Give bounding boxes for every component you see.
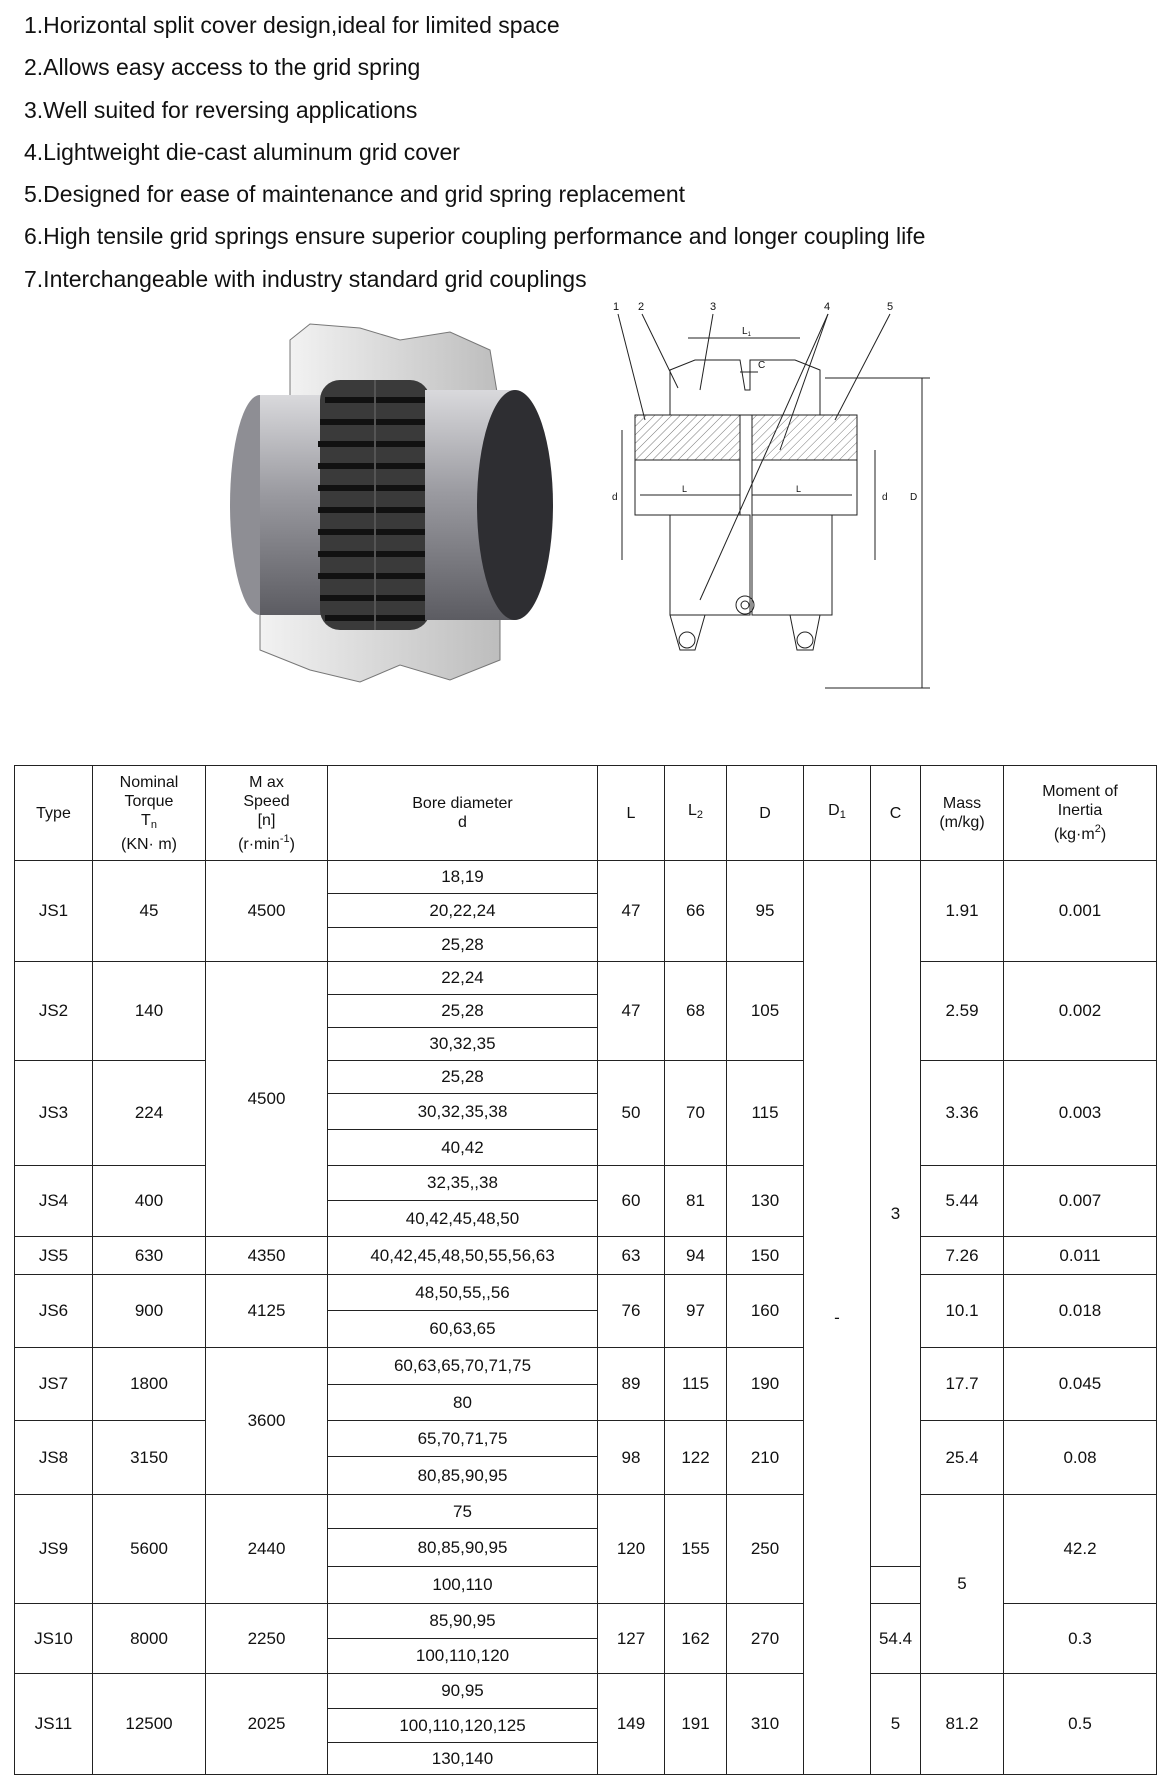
cell-speed: 2025 — [206, 1674, 328, 1775]
dim-L-right: L — [796, 484, 802, 494]
cell-L2: 70 — [665, 1061, 727, 1166]
cell-bore: 20,22,24 — [328, 894, 598, 928]
cell-D: 160 — [727, 1275, 804, 1348]
feature-item: 2.Allows easy access to the grid spring — [24, 54, 421, 81]
cell-bore: 32,35,,38 — [328, 1166, 598, 1201]
cell-mass: 2.59 — [921, 962, 1004, 1061]
cell-mass: 54.4 — [871, 1604, 921, 1674]
cell-bore: 80 — [328, 1385, 598, 1421]
cell-mass: 7.26 — [921, 1237, 1004, 1275]
cell-torque: 630 — [93, 1237, 206, 1275]
cell-bore: 25,28 — [328, 995, 598, 1028]
cell-bore: 80,85,90,95 — [328, 1529, 598, 1567]
feature-item: 3.Well suited for reversing applications — [24, 96, 418, 123]
col-C: C — [871, 766, 921, 861]
cell-inertia: 0.045 — [1004, 1348, 1157, 1421]
cell-mass: 1.91 — [921, 861, 1004, 962]
cell-speed: 3600 — [206, 1348, 328, 1495]
cell-mass: 42.2 — [1004, 1495, 1157, 1604]
table-row — [15, 1061, 1157, 1094]
cell-L: 60 — [598, 1166, 665, 1237]
cell-L: 50 — [598, 1061, 665, 1166]
cell-inertia: 0.001 — [1004, 861, 1157, 962]
cell-D1: - — [804, 861, 871, 1775]
cell-bore: 30,32,35 — [328, 1028, 598, 1061]
cell-mass: 17.7 — [921, 1348, 1004, 1421]
cell-torque: 12500 — [93, 1674, 206, 1775]
cell-torque: 900 — [93, 1275, 206, 1348]
cell-bore: 48,50,55,,56 — [328, 1275, 598, 1311]
cell-bore: 40,42 — [328, 1130, 598, 1166]
cell-L2: 94 — [665, 1237, 727, 1275]
cell-C: 3 — [871, 861, 921, 1567]
cell-mass: 81.2 — [921, 1674, 1004, 1775]
dim-C: C — [758, 360, 766, 371]
dim-d-right: d — [882, 492, 888, 503]
col-type: Type — [15, 766, 93, 861]
cell-torque: 140 — [93, 962, 206, 1061]
cell-L2: 97 — [665, 1275, 727, 1348]
cell-D: 190 — [727, 1348, 804, 1421]
cell-inertia: 0.018 — [1004, 1275, 1157, 1348]
cell-D: 210 — [727, 1421, 804, 1495]
table-row — [15, 1237, 1157, 1275]
col-mass: Mass (m/kg) — [921, 766, 1004, 861]
col-speed: M ax Speed [n] $(r\cdot\min^{-1})$ — [206, 766, 328, 861]
cell-L: 149 — [598, 1674, 665, 1775]
cell-L2: 81 — [665, 1166, 727, 1237]
cell-L2: 115 — [665, 1348, 727, 1421]
table-row — [15, 1495, 1157, 1529]
col-inertia: Moment of Inertia $(kg\cdot m^2)$ — [1004, 766, 1157, 861]
cell-bore: 75 — [328, 1495, 598, 1529]
cell-D: 105 — [727, 962, 804, 1061]
cell-type: JS11 — [15, 1674, 93, 1775]
callout-4: 4 — [824, 301, 831, 313]
table-row — [15, 1421, 1157, 1457]
cell-type: JS6 — [15, 1275, 93, 1348]
cell-inertia: 0.003 — [1004, 1061, 1157, 1166]
cell-bore: 60,63,65,70,71,75 — [328, 1348, 598, 1385]
cell-type: JS10 — [15, 1604, 93, 1674]
cell-mass: 25.4 — [921, 1421, 1004, 1495]
cell-mass: 3.36 — [921, 1061, 1004, 1166]
callout-2: 2 — [638, 301, 645, 313]
cell-L2: 191 — [665, 1674, 727, 1775]
cell-D: 250 — [727, 1495, 804, 1604]
callout-3: 3 — [710, 301, 717, 313]
cell-type: JS7 — [15, 1348, 93, 1421]
col-D1: $D_1$ — [804, 766, 871, 861]
col-L2: $L_2$ — [665, 766, 727, 861]
cell-D: 130 — [727, 1166, 804, 1237]
cell-torque: 8000 — [93, 1604, 206, 1674]
cell-L: 63 — [598, 1237, 665, 1275]
cell-type: JS2 — [15, 962, 93, 1061]
cell-type: JS3 — [15, 1061, 93, 1166]
cell-type: JS4 — [15, 1166, 93, 1237]
cell-inertia: 0.08 — [1004, 1421, 1157, 1495]
cell-bore: 18,19 — [328, 861, 598, 894]
cell-bore: 40,42,45,48,50,55,56,63 — [328, 1237, 598, 1275]
feature-item: 6.High tensile grid springs ensure superior coupling performance and longer coupling life — [24, 223, 926, 250]
cell-L2: 68 — [665, 962, 727, 1061]
callout-5: 5 — [887, 301, 894, 313]
cell-torque: 45 — [93, 861, 206, 962]
cell-inertia: 0.3 — [1004, 1604, 1157, 1674]
col-L: L — [598, 766, 665, 861]
table-row — [15, 1275, 1157, 1311]
cell-type: JS8 — [15, 1421, 93, 1495]
cell-inertia: 0.007 — [1004, 1166, 1157, 1237]
feature-item: 4.Lightweight die-cast aluminum grid cover — [24, 138, 460, 165]
cell-L: 76 — [598, 1275, 665, 1348]
cell-L: 47 — [598, 962, 665, 1061]
col-D: D — [727, 766, 804, 861]
cell-type: JS1 — [15, 861, 93, 962]
table-row — [15, 962, 1157, 995]
cell-bore: 90,95 — [328, 1674, 598, 1709]
dim-L-left: L — [682, 484, 688, 494]
spec-table — [14, 765, 1157, 1775]
cell-C: 5 — [871, 1674, 921, 1775]
cell-bore: 30,32,35,38 — [328, 1094, 598, 1130]
cell-D: 115 — [727, 1061, 804, 1166]
table-header-row — [15, 766, 1157, 861]
cell-bore: 100,110,120,125 — [328, 1709, 598, 1743]
cell-bore: 65,70,71,75 — [328, 1421, 598, 1457]
cell-L2: 66 — [665, 861, 727, 962]
grid-coupling-photo — [200, 320, 580, 700]
table-row — [15, 1166, 1157, 1201]
cell-speed: 4500 — [206, 962, 328, 1237]
cell-inertia: 0.002 — [1004, 962, 1157, 1061]
table-row — [15, 861, 1157, 894]
cell-speed: 2440 — [206, 1495, 328, 1604]
cell-bore: 25,28 — [328, 1061, 598, 1094]
cell-torque: 1800 — [93, 1348, 206, 1421]
cell-L: 47 — [598, 861, 665, 962]
cell-type: JS5 — [15, 1237, 93, 1275]
cell-D: 150 — [727, 1237, 804, 1275]
table-row — [15, 1348, 1157, 1385]
cell-L: 120 — [598, 1495, 665, 1604]
cell-inertia: 0.011 — [1004, 1237, 1157, 1275]
dim-d-left: d — [612, 492, 618, 503]
col-torque: Nominal Torque $T_n$ (KN· m) — [93, 766, 206, 861]
col-bore: Bore diameter d — [328, 766, 598, 861]
cell-L: 127 — [598, 1604, 665, 1674]
cell-bore: 25,28 — [328, 928, 598, 962]
feature-list — [24, 4, 925, 300]
cell-D: 270 — [727, 1604, 804, 1674]
cell-torque: 224 — [93, 1061, 206, 1166]
cell-L2: 162 — [665, 1604, 727, 1674]
cell-bore: 130,140 — [328, 1743, 598, 1775]
feature-item: 7.Interchangeable with industry standard grid couplings — [24, 265, 587, 292]
cell-speed: 2250 — [206, 1604, 328, 1674]
feature-item: 5.Designed for ease of maintenance and grid spring replacement — [24, 181, 686, 208]
cell-bore: 100,110,120 — [328, 1639, 598, 1674]
cell-torque: 400 — [93, 1166, 206, 1237]
cell-L2: 155 — [665, 1495, 727, 1604]
cell-bore: 60,63,65 — [328, 1311, 598, 1348]
cell-bore: 40,42,45,48,50 — [328, 1201, 598, 1237]
cell-D: 310 — [727, 1674, 804, 1775]
cell-type: JS9 — [15, 1495, 93, 1604]
cell-speed: 4500 — [206, 861, 328, 962]
cell-inertia: 0.5 — [1004, 1674, 1157, 1775]
dim-D: D — [910, 492, 918, 503]
cell-C: 5 — [921, 1495, 1004, 1674]
cell-bore: 80,85,90,95 — [328, 1457, 598, 1495]
cell-D: 95 — [727, 861, 804, 962]
cell-L2: 122 — [665, 1421, 727, 1495]
cell-bore: 100,110 — [328, 1567, 598, 1604]
coupling-section-drawing — [600, 300, 1020, 720]
cell-speed: 4125 — [206, 1275, 328, 1348]
cell-torque: 5600 — [93, 1495, 206, 1604]
cell-speed: 4350 — [206, 1237, 328, 1275]
feature-item: 1.Horizontal split cover design,ideal for limited space — [24, 12, 560, 38]
cell-mass: 5.44 — [921, 1166, 1004, 1237]
table-row — [15, 1674, 1157, 1709]
callout-1: 1 — [613, 301, 620, 313]
cell-mass: 10.1 — [921, 1275, 1004, 1348]
cell-L: 89 — [598, 1348, 665, 1421]
cell-L: 98 — [598, 1421, 665, 1495]
cell-torque: 3150 — [93, 1421, 206, 1495]
dim-L1: $L_1$ — [742, 326, 751, 338]
cell-bore: 85,90,95 — [328, 1604, 598, 1639]
cell-bore: 22,24 — [328, 962, 598, 995]
